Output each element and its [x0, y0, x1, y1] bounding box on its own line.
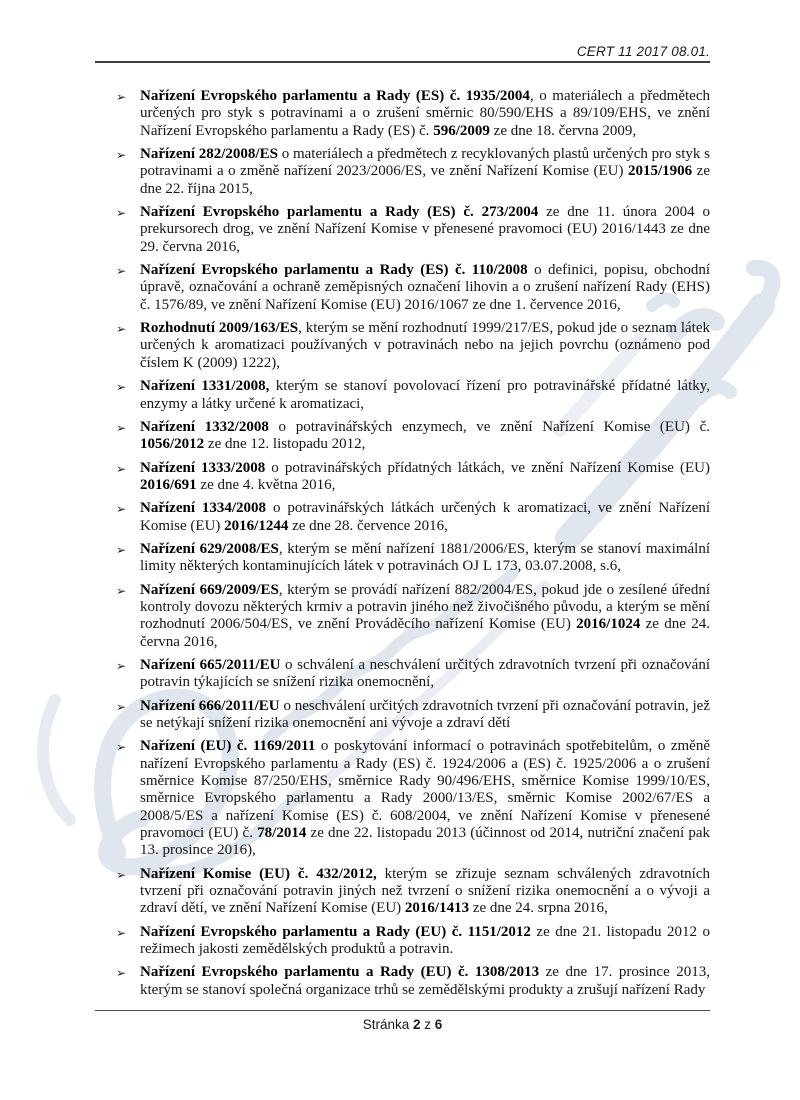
regulation-title: 596/2009: [433, 122, 490, 139]
list-item: [95, 320, 710, 372]
regulation-description: , kterým se mění nařízení 1881/2006/ES, kterým se stanoví maximální limity některých kontaminujících látek v potravinách OJ L 173, 03.07.2008, s.6,: [140, 540, 710, 575]
list-item: [95, 964, 710, 999]
arrow-bullet-icon: ➢: [116, 740, 127, 755]
list-item: [95, 500, 710, 535]
regulation-description: ze dne 4. května 2016,: [196, 476, 336, 493]
regulation-title: Nařízení 666/2011/EU: [140, 697, 280, 714]
regulation-title: 78/2014: [257, 825, 307, 842]
regulation-title: Nařízení Evropského parlamentu a Rady (ES) č. 273/2004: [140, 204, 539, 221]
regulation-description: o potravinářských látkách určených k aromatizaci, ve znění Nařízení Komise (EU): [140, 500, 710, 534]
regulation-description: ze dne 28. července 2016,: [288, 517, 448, 534]
arrow-bullet-icon: ➢: [116, 461, 127, 476]
regulation-description: o potravinářských přídatných látkách, ve znění Nařízení Komise (EU): [265, 459, 711, 476]
regulation-description: ze dne 24. června 2016,: [140, 616, 710, 650]
list-item: [95, 698, 710, 733]
regulation-description: ze dne 22. listopadu 2013 (účinnost od 2014, nutriční značení pak 13. prosince 2016),: [140, 825, 710, 859]
regulation-title: Nařízení (EU) č. 1169/2011: [140, 738, 316, 755]
list-item-text: [140, 88, 710, 139]
arrow-bullet-icon: ➢: [116, 867, 127, 882]
regulation-description: ze dne 11. února 2004 o prekursorech drog, ve znění Nařízení Komise v přenesené pravomoci (EU) 2016/1443 ze dne 29. června 2016,: [140, 204, 711, 255]
list-item: [95, 657, 710, 692]
regulation-description: kterým se zřizuje seznam schválených zdravotních tvrzení při označování potravin jiných než tvrzení o snížení rizika onemocnění a o vývoji a zdraví dětí, ve znění Nařízení Komise (EU): [140, 865, 711, 917]
list-item: [95, 738, 710, 859]
arrow-bullet-icon: ➢: [116, 90, 127, 104]
list-item-text: [140, 738, 710, 858]
list-item-text: [140, 866, 710, 917]
regulation-description: ze dne 21. listopadu 2012 o režimech jakosti zemědělských produktů a potravin.: [140, 923, 710, 958]
list-item-text: [140, 698, 710, 731]
regulation-title: Nařízení 1331/2008,: [140, 378, 270, 395]
list-item-text: [140, 378, 710, 411]
list-item: [95, 419, 710, 454]
regulation-title: Nařízení Evropského parlamentu a Rady (EU) č. 1151/2012: [140, 923, 531, 940]
arrow-bullet-icon: ➢: [116, 420, 127, 435]
regulation-description: , kterým se provádí nařízení 882/2004/ES, pokud jde o zesílené úřední kontroly dovozu některých krmiv a potravin jiného než živočišného původu, a kterým se mění rozhodnutí 2006/504/ES, ve znění Prováděcího nařízení Komise (EU): [140, 581, 710, 633]
regulation-description: o neschválení určitých zdravotních tvrzení při označování potravin, jež se netýkají snížení rizika onemocnění ani vývoje a zdraví dětí: [140, 697, 710, 731]
arrow-bullet-icon: ➢: [116, 380, 127, 395]
regulation-title: 2016/691: [140, 476, 197, 493]
regulation-description: ze dne 12. listopadu 2012,: [204, 436, 366, 453]
regulation-title: 2016/1413: [404, 900, 470, 917]
list-item-text: [140, 541, 710, 574]
list-item: [95, 924, 710, 959]
footer-rule: [95, 1010, 710, 1011]
list-item: [95, 146, 710, 198]
regulation-title: Nařízení Evropského parlamentu a Rady (ES) č. 1935/2004: [140, 88, 530, 104]
regulation-title: Nařízení Komise (EU) č. 432/2012,: [140, 865, 377, 882]
regulation-title: Nařízení 1332/2008: [140, 418, 269, 435]
list-item: [95, 460, 710, 495]
regulation-title: 2015/1906: [628, 163, 693, 180]
list-item-text: [140, 146, 710, 197]
page-number: [95, 1017, 710, 1032]
arrow-bullet-icon: ➢: [116, 583, 127, 598]
regulation-description: ze dne 18. června 2009,: [489, 122, 637, 139]
regulation-description: o materiálech a předmětech z recyklovaných plastů určených pro styk s potravinami a o změně nařízení 2023/2006/ES, ve znění Nařízení Komise (EU): [140, 146, 710, 180]
arrow-bullet-icon: ➢: [116, 322, 127, 337]
list-item: [95, 541, 710, 576]
regulation-description: ze dne 22. října 2015,: [140, 163, 710, 197]
list-item: [95, 866, 710, 918]
regulation-description: o definici, popisu, obchodní úpravě, označování a ochraně zeměpisných označení lihovin a o zrušení nařízení Rady (EHS) č. 1576/89, ve znění Nařízení Komise (EU) 2016/1067 ze dne 1. července 2016,: [140, 262, 710, 313]
header-rule: [95, 61, 710, 63]
arrow-bullet-icon: ➢: [116, 542, 127, 557]
list-item: [95, 88, 710, 140]
regulation-description: ze dne 24. srpna 2016,: [469, 900, 608, 917]
arrow-bullet-icon: ➢: [116, 925, 127, 940]
regulation-title: Nařízení 669/2009/ES: [140, 581, 279, 598]
regulation-description: o schválení a neschválení určitých zdravotních tvrzení při označování potravin týkajících se snížení rizika onemocnění,: [140, 656, 710, 691]
list-item: [95, 582, 710, 651]
page-number-label: Stránka: [362, 1017, 410, 1032]
regulation-title: Nařízení 665/2011/EU: [140, 656, 281, 673]
page-number-total: 6: [434, 1017, 443, 1032]
list-item: [95, 204, 710, 256]
regulation-title: 2016/1024: [576, 616, 641, 633]
page-number-of-word: z: [424, 1017, 432, 1032]
page-footer: [95, 1010, 710, 1032]
regulation-description: o poskytování informací o potravinách spotřebitelům, o změně nařízení Evropského parlamentu a Rady (ES) č. 1924/2006 a (ES) č. 1925/2006 a o zrušení směrnice Komise 87/250/EHS, směrnice Rady 90/496/EHS, směrnice Komise 1999/10/ES, směrnice Evropského parlamentu a Rady 2000/13/ES, směrnic Komise 2002/67/ES a 2008/5/ES a nařízení Komise (ES) č. 608/2004, ve znění Nařízení Komise v přenesené pravomoci (EU) č.: [140, 738, 710, 842]
list-item-text: [140, 262, 710, 313]
arrow-bullet-icon: ➢: [116, 264, 127, 279]
regulation-list: [95, 88, 710, 1005]
list-item-text: [140, 204, 710, 255]
regulation-title: Nařízení 629/2008/ES: [140, 540, 279, 557]
page-number-current: 2: [412, 1017, 421, 1032]
list-item-text: [140, 460, 710, 493]
arrow-bullet-icon: ➢: [116, 206, 127, 221]
regulation-title: 2016/1244: [224, 517, 289, 534]
regulation-title: Nařízení Evropského parlamentu a Rady (ES) č. 110/2008: [140, 262, 528, 279]
arrow-bullet-icon: ➢: [116, 502, 127, 517]
regulation-description: , o materiálech a předmětech určených pro styk s potravinami a o zrušení směrnic 80/590/EHS a 89/109/EHS, ve znění Nařízení Evropského parlamentu a Rady (ES) č.: [140, 88, 710, 139]
list-item: [95, 378, 710, 413]
regulation-description: o potravinářských enzymech, ve znění Nařízení Komise (EU) č.: [268, 418, 710, 435]
arrow-bullet-icon: ➢: [116, 699, 127, 714]
arrow-bullet-icon: ➢: [116, 658, 127, 673]
regulation-title: Nařízení 1334/2008: [140, 500, 267, 517]
list-item-text: [140, 500, 710, 533]
regulation-description: , kterým se mění rozhodnutí 1999/217/ES, pokud jde o seznam látek určených k aromatizaci používaných v potravinách nebo na jejich povrchu (oznámeno pod číslem K (2009) 1222),: [140, 320, 710, 371]
arrow-bullet-icon: ➢: [116, 966, 127, 981]
regulation-title: Nařízení Evropského parlamentu a Rady (EU) č. 1308/2013: [140, 964, 540, 981]
regulation-description: kterým se stanoví povolovací řízení pro potravinářské přídatné látky, enzymy a látky určené k aromatizaci,: [140, 378, 711, 412]
list-item: [95, 262, 710, 314]
list-item-text: [140, 964, 710, 997]
header-doc-code: CERT 11 2017 08.01.: [576, 44, 710, 59]
regulation-title: Nařízení 1333/2008: [140, 459, 266, 476]
arrow-bullet-icon: ➢: [116, 148, 127, 163]
page-header: [95, 0, 710, 63]
list-item-text: [140, 419, 710, 452]
list-item-text: [140, 320, 710, 371]
regulation-title: Rozhodnutí 2009/163/ES: [140, 320, 299, 337]
regulation-title: 1056/2012: [140, 436, 205, 453]
regulation-title: Nařízení 282/2008/ES: [140, 146, 278, 163]
regulation-description: ze dne 17. prosince 2013, kterým se stanoví společná organizace trhů se zemědělskými produkty a zrušují nařízení Rady: [140, 964, 710, 998]
list-item-text: [140, 657, 710, 690]
list-item-text: [140, 582, 710, 650]
list-item-text: [140, 924, 710, 957]
